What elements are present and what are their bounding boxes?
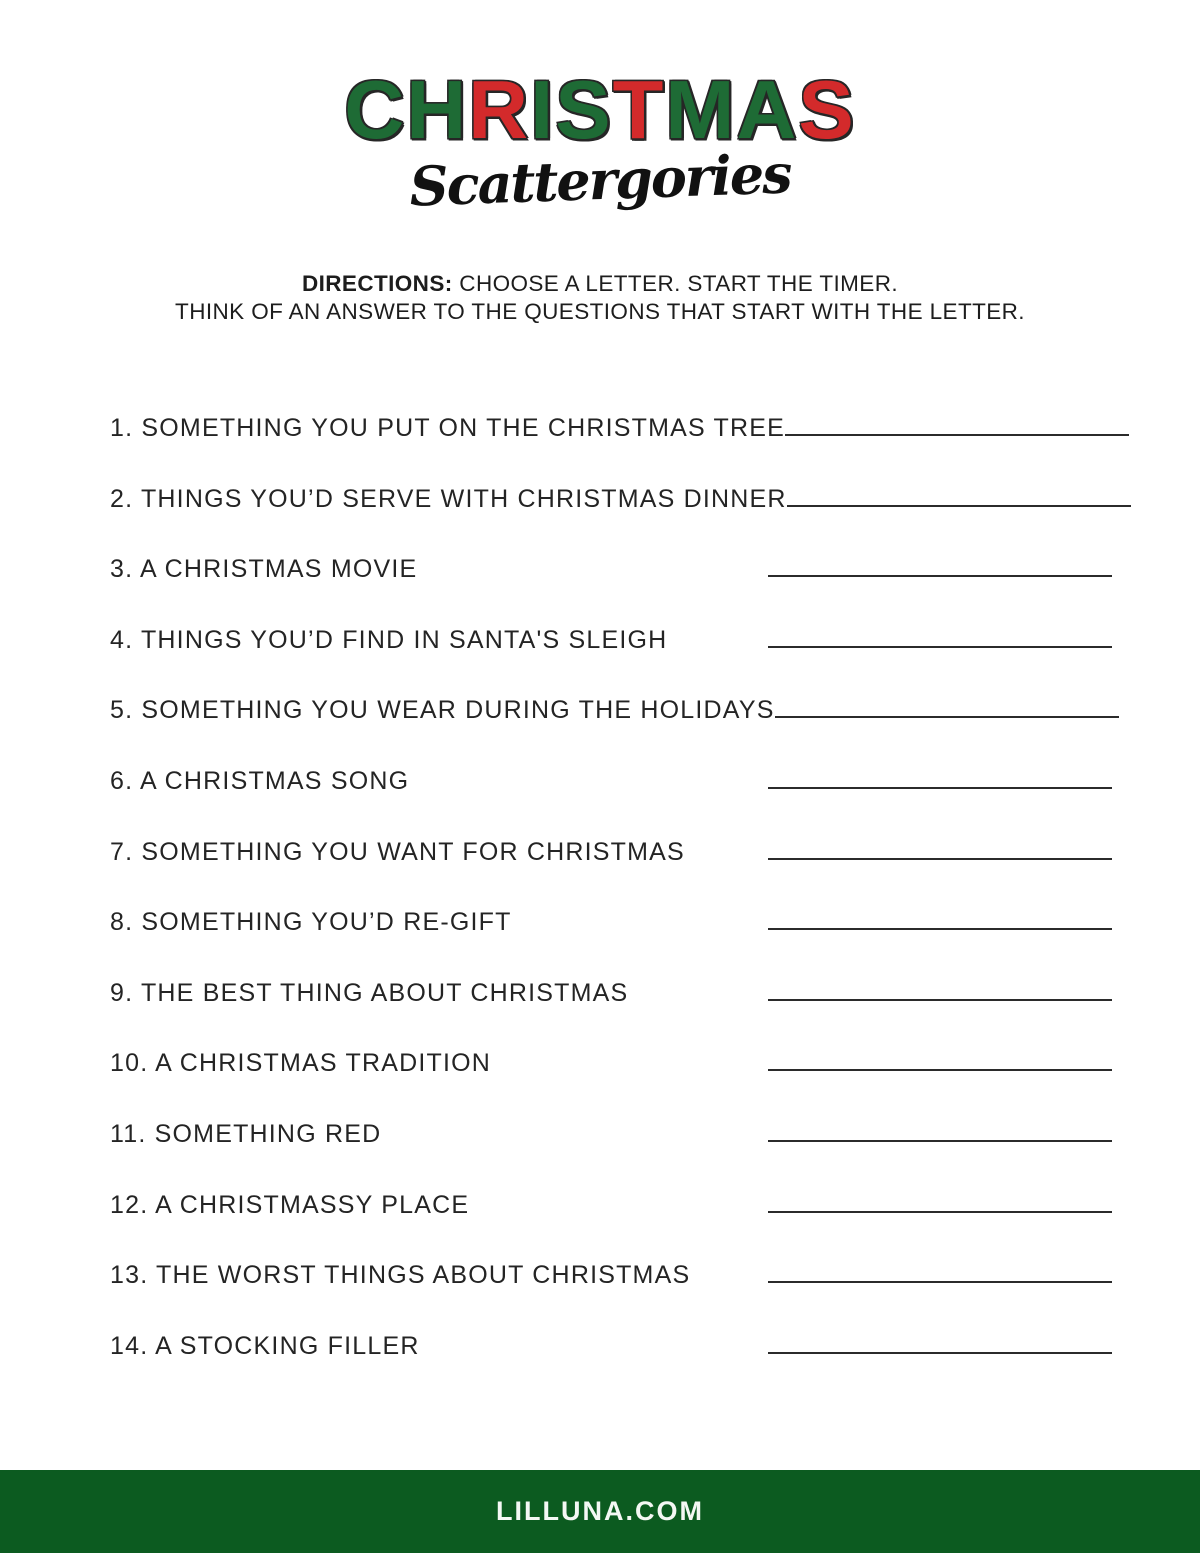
question-text: 12. A CHRISTMASSY PLACE bbox=[110, 1190, 470, 1219]
question-row bbox=[110, 1170, 1112, 1241]
question-text: 10. A CHRISTMAS TRADITION bbox=[110, 1049, 492, 1078]
question-row bbox=[110, 675, 1112, 746]
question-text: 14. A STOCKING FILLER bbox=[110, 1331, 420, 1360]
question-row bbox=[110, 817, 1112, 888]
question-list bbox=[0, 393, 1200, 1381]
answer-blank[interactable] bbox=[768, 1069, 1112, 1071]
title-letter: T bbox=[612, 63, 666, 156]
question-row bbox=[110, 746, 1112, 817]
answer-blank[interactable] bbox=[768, 575, 1112, 577]
directions bbox=[0, 270, 1200, 325]
title-letter: R bbox=[468, 63, 531, 156]
footer-bar bbox=[0, 1470, 1200, 1553]
directions-line-1 bbox=[0, 270, 1200, 298]
question-row bbox=[110, 887, 1112, 958]
question-text: 7. SOMETHING YOU WANT FOR CHRISTMAS bbox=[110, 837, 685, 866]
title-letter: S bbox=[555, 63, 613, 156]
title-letter: A bbox=[736, 63, 799, 156]
title-letter: H bbox=[406, 63, 469, 156]
answer-blank[interactable] bbox=[768, 1211, 1112, 1213]
question-row bbox=[110, 605, 1112, 676]
question-row bbox=[110, 1028, 1112, 1099]
footer-site-text: LILLUNA.COM bbox=[496, 1496, 704, 1526]
answer-blank[interactable] bbox=[768, 1352, 1112, 1354]
question-row bbox=[110, 393, 1112, 464]
answer-blank[interactable] bbox=[768, 1281, 1112, 1283]
title-letter: M bbox=[665, 63, 737, 156]
title-letter: I bbox=[530, 63, 556, 156]
question-text: 2. THINGS YOU’D SERVE WITH CHRISTMAS DINNER bbox=[110, 484, 787, 513]
title-script-scattergories: Scattergories bbox=[408, 141, 792, 219]
answer-blank[interactable] bbox=[768, 999, 1112, 1001]
title-letter: C bbox=[344, 63, 407, 156]
header bbox=[0, 0, 1200, 219]
question-text: 13. THE WORST THINGS ABOUT CHRISTMAS bbox=[110, 1261, 691, 1290]
question-row bbox=[110, 464, 1112, 535]
directions-line-2: THINK OF AN ANSWER TO THE QUESTIONS THAT START WITH THE LETTER. bbox=[175, 298, 1025, 324]
question-row bbox=[110, 1099, 1112, 1170]
answer-blank[interactable] bbox=[785, 434, 1129, 436]
answer-blank[interactable] bbox=[787, 505, 1131, 507]
question-text: 6. A CHRISTMAS SONG bbox=[110, 766, 410, 795]
question-row bbox=[110, 1240, 1112, 1311]
question-text: 9. THE BEST THING ABOUT CHRISTMAS bbox=[110, 978, 629, 1007]
answer-blank[interactable] bbox=[775, 716, 1119, 718]
answer-blank[interactable] bbox=[768, 858, 1112, 860]
question-text: 11. SOMETHING RED bbox=[110, 1119, 382, 1148]
question-text: 8. SOMETHING YOU’D RE-GIFT bbox=[110, 908, 512, 937]
answer-blank[interactable] bbox=[768, 787, 1112, 789]
question-row bbox=[110, 958, 1112, 1029]
directions-label: DIRECTIONS: bbox=[301, 271, 453, 296]
answer-blank[interactable] bbox=[768, 646, 1112, 648]
title-letter: S bbox=[798, 63, 856, 156]
question-text: 3. A CHRISTMAS MOVIE bbox=[110, 555, 418, 584]
question-text: 5. SOMETHING YOU WEAR DURING THE HOLIDAYS bbox=[110, 696, 775, 725]
directions-line-1-text: CHOOSE A LETTER. START THE TIMER. bbox=[452, 271, 899, 296]
question-text: 4. THINGS YOU’D FIND IN SANTA'S SLEIGH bbox=[110, 625, 668, 654]
answer-blank[interactable] bbox=[768, 928, 1112, 930]
question-row bbox=[110, 1311, 1112, 1382]
question-row bbox=[110, 534, 1112, 605]
answer-blank[interactable] bbox=[768, 1140, 1112, 1142]
question-text: 1. SOMETHING YOU PUT ON THE CHRISTMAS TREE bbox=[110, 414, 786, 442]
